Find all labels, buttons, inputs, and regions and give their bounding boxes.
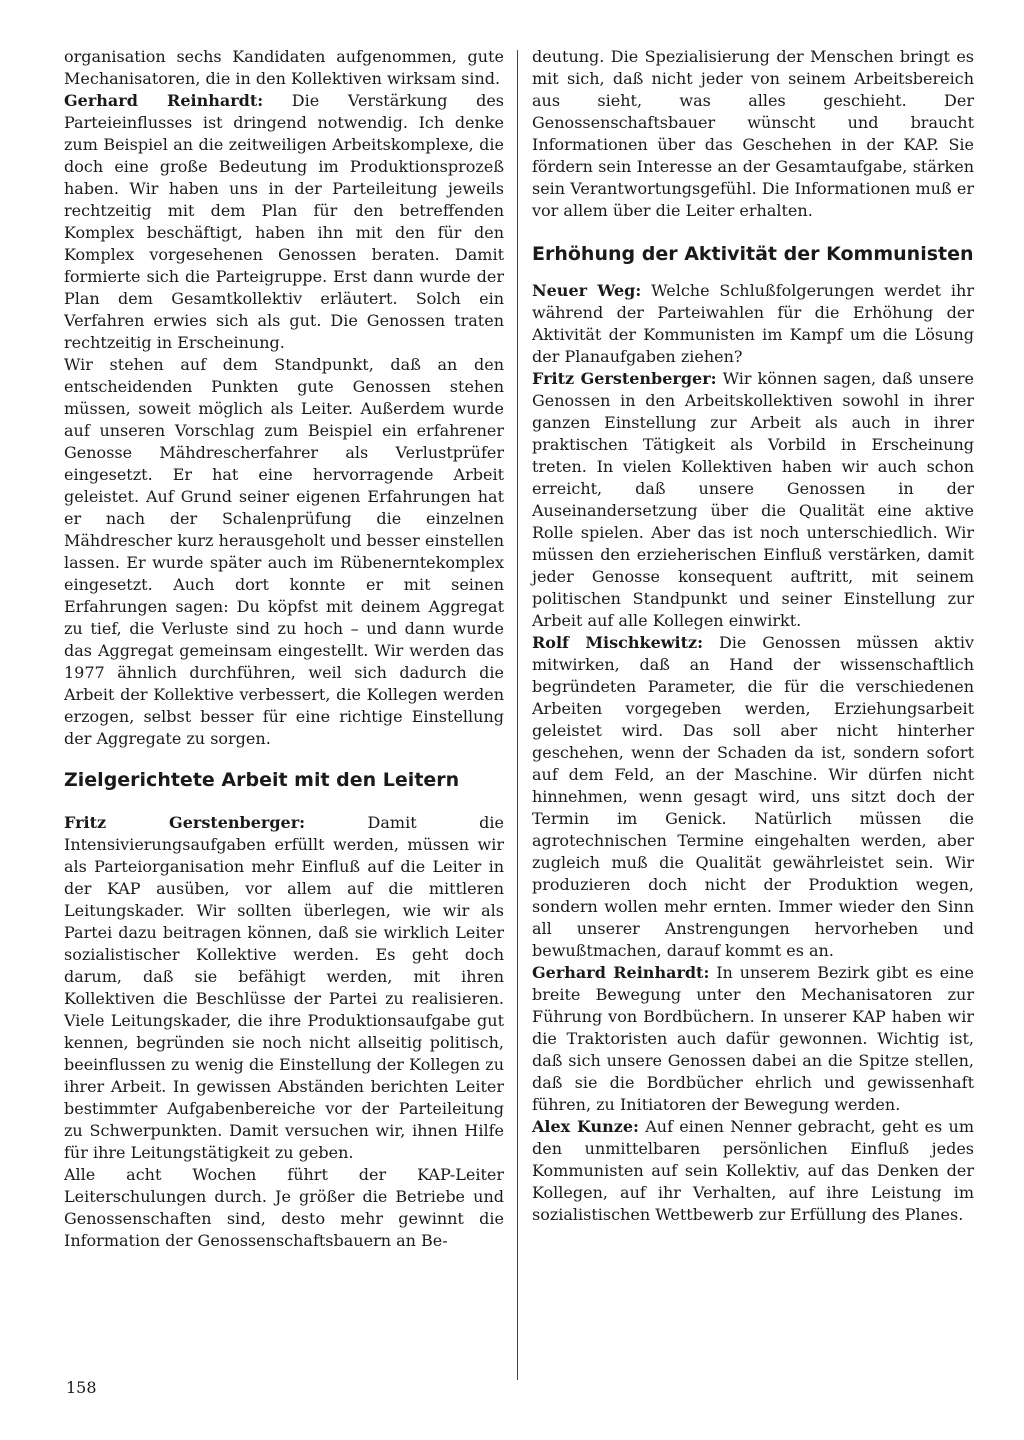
- speaker-text: Auf einen Nenner gebracht, geht es um den unmittelbaren persönlichen Einfluß jedes Kommunisten auf sein Kollektiv, auf das Denken der Kollegen, auf ihr Verhalten, auf ihre Leistung im sozialistischen Wettbewerb zur Erfüllung des Planes.: [532, 1117, 975, 1224]
- paragraph: Alle acht Wochen führt der KAP-Leiter Leiterschulungen durch. Je größer die Betriebe und Genossenschaften sind, desto mehr gewinnt die Information der Genossenschaftsbauern an Be-: [64, 1165, 504, 1250]
- paragraph: [532, 1116, 974, 1226]
- speaker-name: Rolf Mischkewitz:: [532, 633, 704, 652]
- page-number: 158: [66, 1378, 97, 1397]
- left-column: [64, 46, 504, 1252]
- speaker-name: Gerhard Reinhardt:: [532, 963, 710, 982]
- speaker-text: Wir können sagen, daß unsere Genossen in den Arbeitskollektiven sowohl in ihrer ganzen Einstellung zur Arbeit als auch in ihrer praktischen Tätigkeit als Vorbild in Erscheinung treten. In vielen Kollektiven haben wir auch schon erreicht, daß unsere Genossen in der Auseinandersetzung über die Qualität eine aktive Rolle spielen. Aber das ist noch unterschiedlich. Wir müssen den erzieherischen Einfluß verstärken, damit jeder Genosse konsequent auftritt, mit seinem politischen Standpunkt und seiner Einstellung zur Arbeit auf alle Kollegen einwirkt.: [532, 369, 974, 630]
- paragraph: Wir stehen auf dem Standpunkt, daß an den entscheidenden Punkten gute Genossen stehen müssen, soweit möglich als Leiter. Außerdem wurde auf unseren Vorschlag zum Beispiel ein erfahrener Genosse Mähdrescherfahrer als Verlustprüfer eingesetzt. Er hat eine hervorragende Arbeit geleistet. Auf Grund seiner eigenen Erfahrungen hat er nach der Schalenprüfung die einzelnen Mähdrescher kurz herausgeholt und besser einstellen lassen. Er wurde später auch im Rübenerntekomplex eingesetzt. Auch dort konnte er mit seinen Erfahrungen sagen: Du köpfst mit deinem Aggregat zu tief, die Verluste sind zu hoch – und dann wurde das Aggregat gemeinsam eingestellt. Wir werden das 1977 ähnlich durchführen, weil sich dadurch die Arbeit der Kollektive verbessert, die Kollegen werden erzogen, selbst besser für eine richtige Einstellung der Aggregate zu sorgen.: [64, 355, 504, 748]
- speaker-name: Fritz Gerstenberger:: [532, 369, 717, 388]
- speaker-name: Neuer Weg:: [532, 281, 642, 300]
- speaker-text: Damit die Intensivierungsaufgaben erfüllt werden, müssen wir als Parteiorganisation mehr Einfluß auf die Leiter in der KAP ausüben, vor allem auf die mittleren Leitungskader. Wir sollten überlegen, wie wir als Partei dazu beitragen können, daß sie wirklich Leiter sozialistischer Kollektive werden. Es geht doch darum, daß sie befähigt werden, mit ihren Kollektiven die Beschlüsse der Partei zu realisieren. Viele Leitungskader, die ihre Produktionsaufgabe gut kennen, begründen sie noch nicht allseitig politisch, beeinflussen zu wenig die Einstellung der Kollegen zu ihrer Arbeit. In gewissen Abständen berichten Leiter bestimmter Aufgabenbereiche vor der Parteileitung zu Schwerpunkten. Damit versuchen wir, ihnen Hilfe für ihre Leitungstätigkeit zu geben.: [64, 813, 504, 1162]
- paragraph: [532, 280, 974, 368]
- paragraph: [64, 90, 504, 354]
- section-heading: Erhöhung der Aktivität der Kommunisten: [532, 243, 974, 265]
- paragraph: deutung. Die Spezialisierung der Menschen bringt es mit sich, daß nicht jeder von seinem Arbeitsbereich aus sieht, was alles geschieht. Der Genossenschaftsbauer wünscht und braucht Informationen über das Geschehen in der KAP. Sie fördern sein Interesse an der Gesamtaufgabe, stärken sein Verantwortungsgefühl. Die Informationen muß er vor allem über die Leiter erhalten.: [532, 47, 974, 220]
- speaker-text: In unserem Bezirk gibt es eine breite Bewegung unter den Mechanisatoren zur Führung von Bordbüchern. In unserer KAP haben wir die Traktoristen auch dafür gewonnen. Wichtig ist, daß sich unsere Genossen dabei an die Spitze stellen, daß sie die Bordbücher ehrlich und gewissenhaft führen, zu Initiatoren der Bewegung werden.: [532, 963, 975, 1114]
- speaker-name: Fritz Gerstenberger:: [64, 813, 306, 832]
- paragraph: organisation sechs Kandidaten aufgenommen, gute Mechanisatoren, die in den Kollektiven wirksam sind.: [64, 47, 504, 88]
- column-divider: [517, 50, 518, 1380]
- paragraph: [532, 962, 974, 1116]
- paragraph: [532, 368, 974, 632]
- section-heading: Zielgerichtete Arbeit mit den Leitern: [64, 769, 460, 791]
- paragraph: [64, 812, 504, 1164]
- speaker-name: Gerhard Reinhardt:: [64, 91, 264, 110]
- speaker-name: Alex Kunze:: [532, 1117, 639, 1136]
- speaker-text: Die Verstärkung des Parteieinflusses ist dringend notwendig. Ich denke zum Beispiel an die zeitweiligen Arbeitskomplexe, die doch eine große Bedeutung im Produktionsprozeß haben. Wir haben uns in der Parteileitung jeweils rechtzeitig mit dem Plan für den betreffenden Komplex beschäftigt, haben ihn mit den für den Komplex vorgesehenen Genossen beraten. Damit formierte sich die Parteigruppe. Erst dann wurde der Plan dem Gesamtkollektiv erläutert. Solch ein Verfahren erwies sich als gut. Die Genossen traten rechtzeitig in Erscheinung.: [64, 91, 505, 352]
- paragraph: [532, 632, 974, 962]
- right-column: [532, 46, 974, 1226]
- speaker-text: Die Genossen müssen aktiv mitwirken, daß an Hand der wissenschaftlich begründeten Parameter, die für die verschiedenen Arbeiten vorgegeben werden, Erziehungsarbeit geleistet wird. Das soll aber nicht hinterher geschehen, wenn der Schaden da ist, sondern sofort auf dem Feld, an der Maschine. Wir dürfen nicht hinnehmen, wenn gesagt wird, uns sitzt doch der Termin im Genick. Natürlich müssen die agrotechnischen Termine eingehalten werden, aber zugleich muß die Qualität gewährleistet sein. Wir produzieren doch nicht der Produktion wegen, sondern wollen mehr ernten. Immer wieder den Sinn all unserer Anstrengungen hervorheben und bewußtmachen, darauf kommt es an.: [532, 633, 974, 960]
- speaker-text: Welche Schlußfolgerungen werdet ihr während der Parteiwahlen für die Erhöhung der Aktivität der Kommunisten im Kampf um die Lösung der Planaufgaben ziehen?: [532, 281, 974, 366]
